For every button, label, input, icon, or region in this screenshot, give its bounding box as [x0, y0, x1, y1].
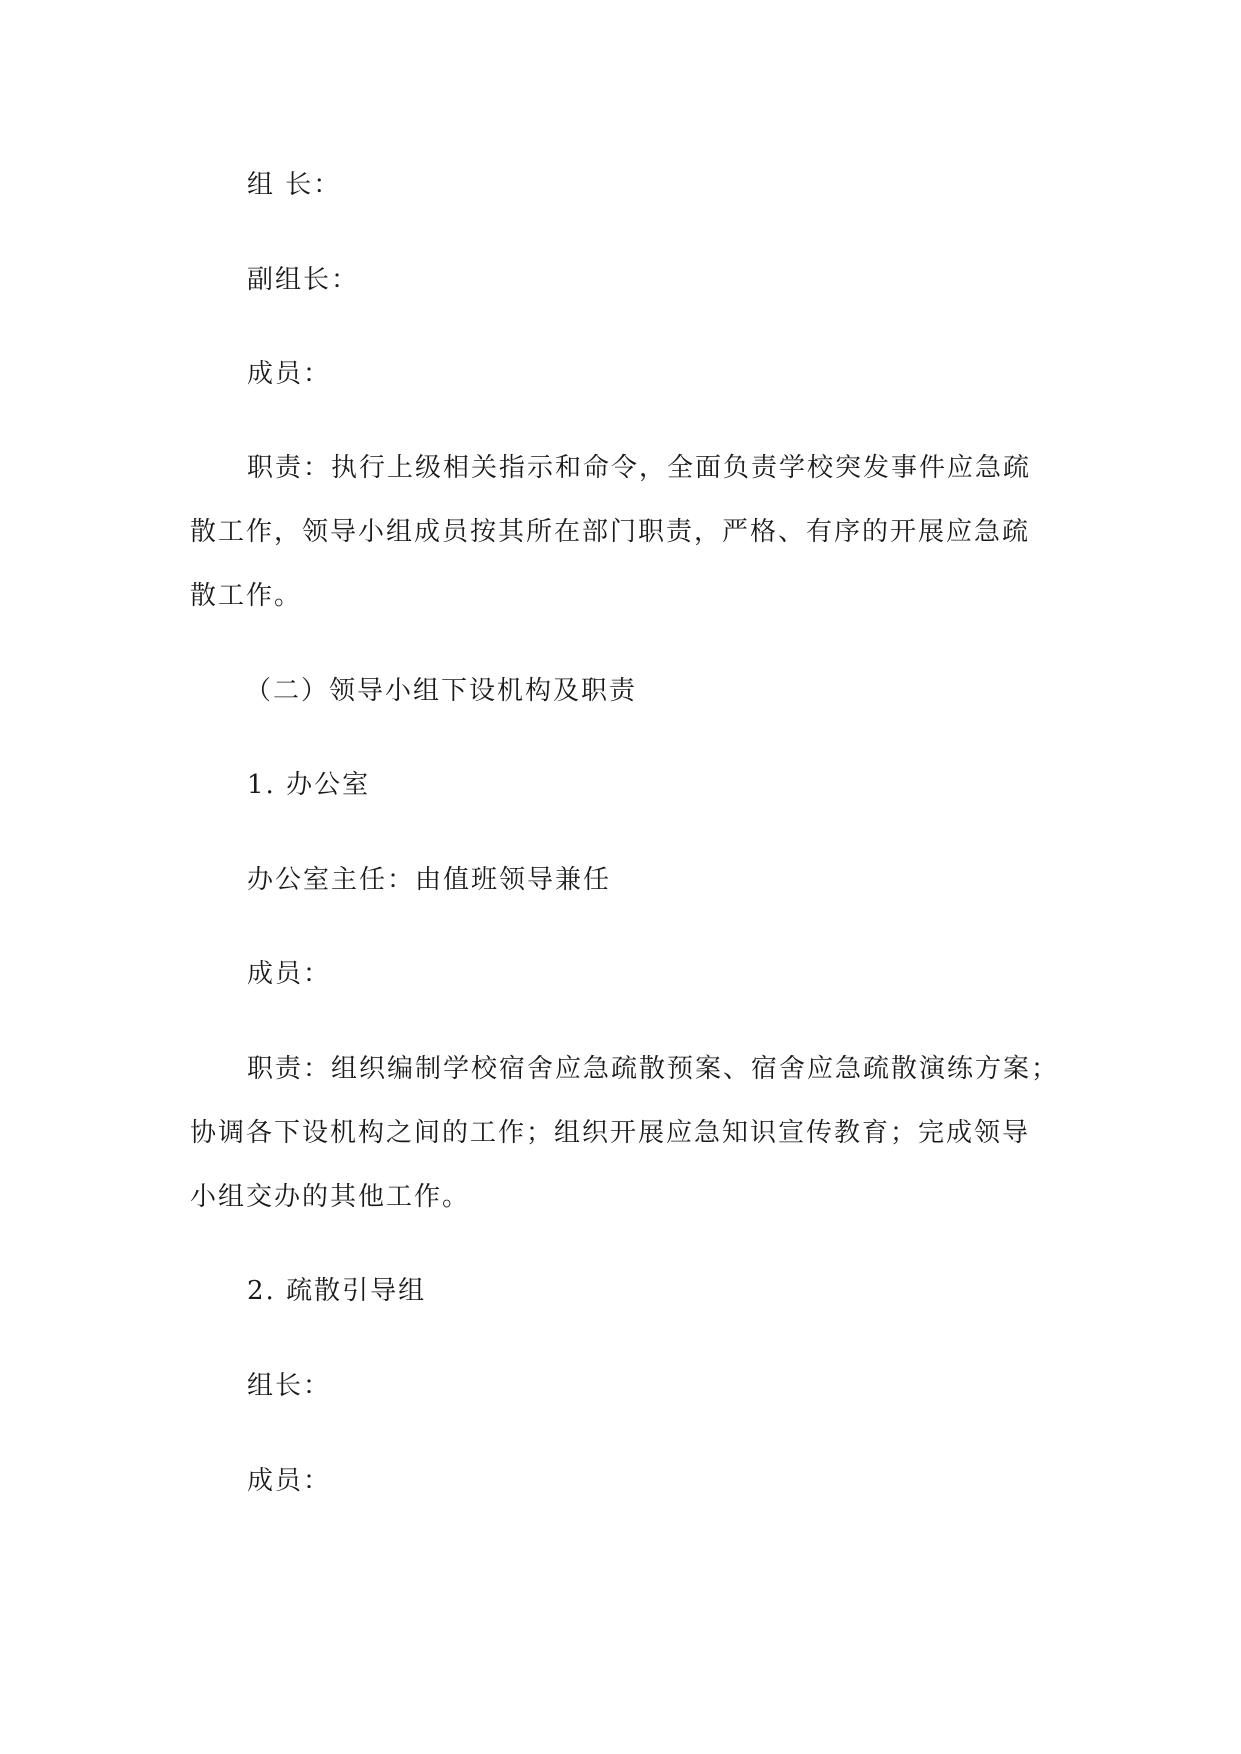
- duty-paragraph-line: 职责：组织编制学校宿舍应急疏散预案、宿舍应急疏散演练方案；: [247, 1054, 1060, 1084]
- subsection-heading-office: 1. 办公室: [247, 770, 371, 800]
- members-label: 成员：: [247, 359, 332, 389]
- subsection-heading-evacuation: 2. 疏散引导组: [247, 1276, 427, 1306]
- team-leader-label: 组长：: [247, 1371, 332, 1401]
- duty-paragraph-line: 职责：执行上级相关指示和命令，全面负责学校突发事件应急疏: [247, 453, 1032, 483]
- team-leader-label: 组 长：: [247, 170, 342, 200]
- duty-paragraph-line: 散工作。: [190, 581, 303, 611]
- deputy-leader-label: 副组长：: [247, 265, 360, 295]
- section-heading: （二）领导小组下设机构及职责: [245, 676, 638, 706]
- duty-paragraph-line: 散工作，领导小组成员按其所在部门职责，严格、有序的开展应急疏: [190, 517, 1031, 547]
- office-director-line: 办公室主任：由值班领导兼任: [247, 865, 612, 895]
- duty-paragraph-line: 协调各下设机构之间的工作；组织开展应急知识宣传教育；完成领导: [190, 1118, 1031, 1148]
- duty-paragraph-line: 小组交办的其他工作。: [190, 1182, 471, 1212]
- members-label: 成员：: [247, 1466, 332, 1496]
- members-label: 成员：: [247, 959, 332, 989]
